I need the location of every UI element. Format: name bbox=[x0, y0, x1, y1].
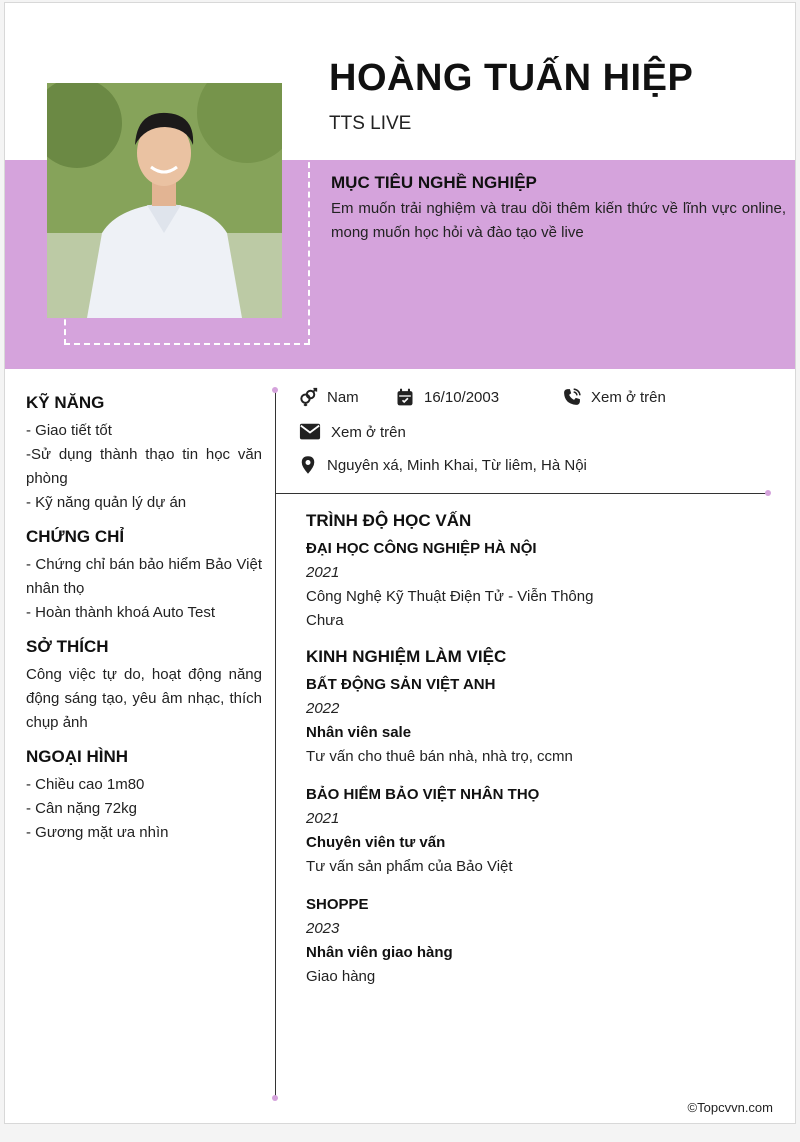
hobbies-text: Công việc tự do, hoạt động năng động sáng tạo, yêu âm nhạc, thích chụp ảnh bbox=[26, 666, 262, 731]
envelope-icon bbox=[298, 421, 322, 443]
education-year: 2021 bbox=[306, 564, 340, 581]
job-entry bbox=[306, 673, 776, 769]
appearance-item: - Cân nặng 72kg bbox=[26, 800, 137, 817]
career-objective bbox=[331, 173, 786, 245]
certificates-title: CHỨNG CHỈ bbox=[26, 527, 125, 546]
profile-photo bbox=[47, 83, 282, 318]
experience-title: KINH NGHIỆM LÀM VIỆC bbox=[306, 647, 507, 666]
gender-icon bbox=[298, 387, 318, 407]
job-role: Nhân viên sale bbox=[306, 724, 412, 741]
footer-credit: ©Topcvvn.com bbox=[687, 1100, 773, 1115]
education-title: TRÌNH ĐỘ HỌC VẤN bbox=[306, 511, 472, 530]
location-pin-icon bbox=[298, 455, 318, 475]
certificate-item: - Chứng chỉ bán bảo hiểm Bảo Việt nhân thọ bbox=[26, 556, 262, 597]
appearance-title: NGOẠI HÌNH bbox=[26, 747, 128, 766]
candidate-position: TTS LIVE bbox=[329, 113, 412, 134]
horizontal-divider bbox=[275, 493, 769, 494]
calendar-icon bbox=[395, 387, 415, 407]
certificates-section bbox=[26, 527, 262, 625]
objective-title: MỤC TIÊU NGHỀ NGHIỆP bbox=[331, 173, 537, 192]
appearance-item: - Chiều cao 1m80 bbox=[26, 776, 145, 793]
education-section bbox=[306, 511, 776, 633]
skill-item: -Sử dụng thành thạo tin học văn phòng bbox=[26, 446, 262, 487]
skill-item: - Giao tiết tốt bbox=[26, 422, 112, 439]
candidate-name: HOÀNG TUẤN HIỆP bbox=[329, 57, 694, 99]
appearance-item: - Gương mặt ưa nhìn bbox=[26, 824, 169, 841]
job-year: 2022 bbox=[306, 700, 340, 717]
email-value: Xem ở trên bbox=[331, 423, 406, 441]
skill-item: - Kỹ năng quản lý dự án bbox=[26, 494, 187, 511]
job-description: Giao hàng bbox=[306, 968, 376, 985]
education-status: Chưa bbox=[306, 612, 344, 629]
vertical-divider bbox=[275, 389, 276, 1099]
job-company: BẢO HIỂM BẢO VIỆT NHÂN THỌ bbox=[306, 786, 540, 803]
education-entry bbox=[306, 537, 776, 633]
skills-title: KỸ NĂNG bbox=[26, 393, 105, 412]
job-description: Tư vấn cho thuê bán nhà, nhà trọ, ccmn bbox=[306, 748, 573, 765]
address-value: Nguyên xá, Minh Khai, Từ liêm, Hà Nội bbox=[327, 456, 587, 474]
hobbies-section bbox=[26, 637, 262, 735]
school-name: ĐẠI HỌC CÔNG NGHIỆP HÀ NỘI bbox=[306, 540, 537, 557]
contact-address bbox=[298, 455, 587, 475]
phone-icon bbox=[562, 387, 582, 407]
contact-email bbox=[298, 421, 406, 443]
divider-dot-right bbox=[765, 490, 771, 496]
contact-phone bbox=[562, 387, 666, 407]
left-column bbox=[26, 393, 262, 857]
job-company: SHOPPE bbox=[306, 896, 369, 913]
certificate-item: - Hoàn thành khoá Auto Test bbox=[26, 604, 216, 621]
contact-gender bbox=[298, 387, 359, 407]
birthday-value: 16/10/2003 bbox=[424, 388, 500, 406]
divider-dot-bottom bbox=[272, 1095, 278, 1101]
job-entry bbox=[306, 893, 776, 989]
job-year: 2023 bbox=[306, 920, 340, 937]
experience-section bbox=[306, 647, 776, 989]
gender-value: Nam bbox=[327, 388, 359, 406]
job-role: Chuyên viên tư vấn bbox=[306, 834, 446, 851]
objective-text: Em muốn trải nghiệm và trau dồi thêm kiến thức về lĩnh vực online, mong muốn học hỏi và đào tạo về live bbox=[331, 200, 786, 241]
right-column bbox=[306, 511, 776, 1003]
job-role: Nhân viên giao hàng bbox=[306, 944, 453, 961]
job-year: 2021 bbox=[306, 810, 340, 827]
job-company: BẤT ĐỘNG SẢN VIỆT ANH bbox=[306, 676, 496, 693]
profile-photo-illustration bbox=[47, 83, 282, 318]
job-entry bbox=[306, 783, 776, 879]
cv-page bbox=[4, 2, 796, 1124]
job-description: Tư vấn sản phẩm của Bảo Việt bbox=[306, 858, 513, 875]
divider-dot-top bbox=[272, 387, 278, 393]
skills-section bbox=[26, 393, 262, 515]
education-major: Công Nghệ Kỹ Thuật Điện Tử - Viễn Thông bbox=[306, 588, 594, 605]
contact-birthday bbox=[395, 387, 499, 407]
hobbies-title: SỞ THÍCH bbox=[26, 637, 109, 656]
appearance-section bbox=[26, 747, 262, 845]
phone-value: Xem ở trên bbox=[591, 388, 666, 406]
